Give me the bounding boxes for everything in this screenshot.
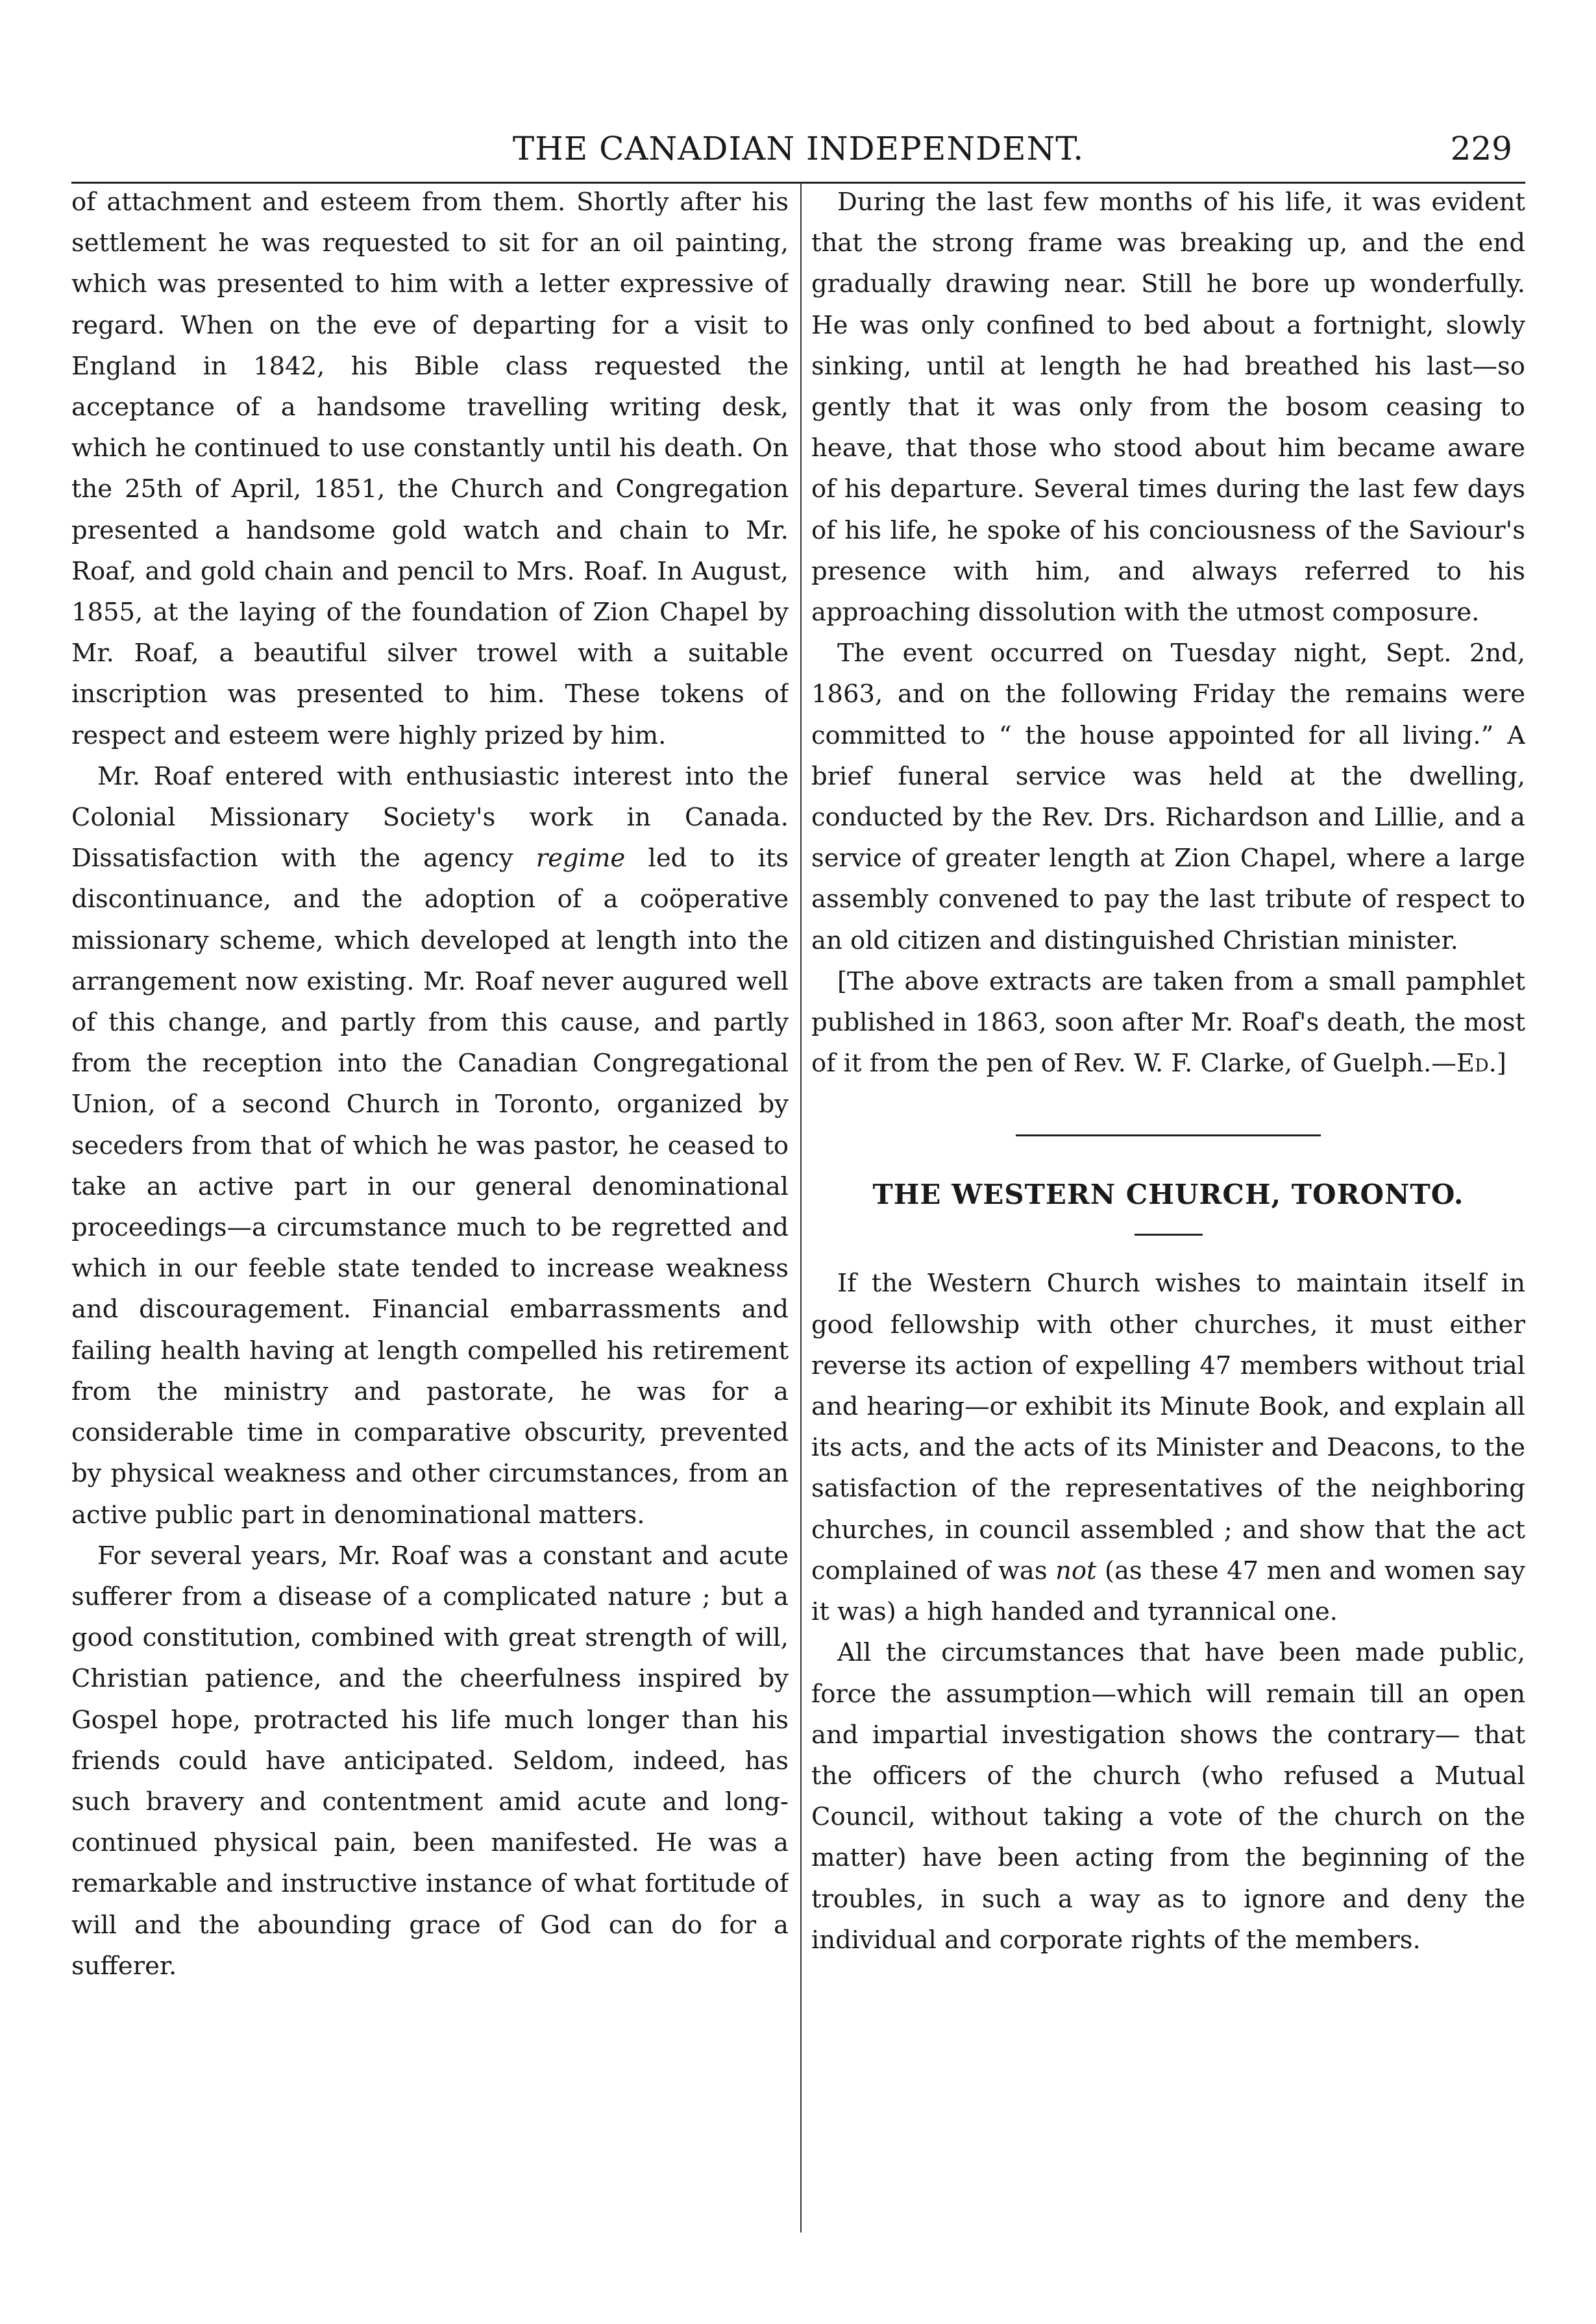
- running-title: THE CANADIAN INDEPENDENT.: [512, 130, 1085, 167]
- paragraph-text: (as these 47 men and women say it was) a high handed and tyrannical one.: [811, 1556, 1525, 1627]
- page-header: [71, 130, 1525, 184]
- paragraph-text: led to its discontinuance, and the adoption of a coöperative missionary scheme, which developed at length into the arrangement now existing. Mr. Roaf never augured well of this change, and partly from this cause, and partly from the reception into the Canadian Congregational Union, of a second Church in Toronto, organized by seceders from that of which he was pastor, he ceased to take an active part in our general denominational proceedings—a circumstance much to be regretted and which in our feeble state tended to increase weakness and discouragement. Financial embarrassments and failing health having at length compelled his retirement from the ministry and pastorate, he was for a considerable time in comparative obscurity, prevented by physical weakness and other circumstances, from an active public part in denominational matters.: [71, 844, 789, 1530]
- left-column: [71, 182, 789, 2258]
- paragraph: [71, 756, 789, 1535]
- paragraph: For several years, Mr. Roaf was a constant and acute sufferer from a disease of a complicated nature ; but a good constitution, combined with great strength of will, Christian patience, and the cheerfulness inspired by Gospel hope, protracted his life much longer than his friends could have anticipated. Seldom, indeed, has such bravery and contentment amid acute and long-continued physical pain, been manifested. He was a remarkable and instructive instance of what fortitude of will and the abounding grace of God can do for a sufferer.: [71, 1541, 789, 1981]
- heading-rule: [1135, 1234, 1203, 1236]
- paragraph: The event occurred on Tuesday night, Sept. 2nd, 1863, and on the following Friday the remains were committed to “ the house appointed for all living.” A brief funeral service was held at the dwelling, conducted by the Rev. Drs. Richardson and Lillie, and a service of greater length at Zion Chapel, where a large assembly convened to pay the last tribute of respect to an old citizen and distinguished Christian minister.: [811, 639, 1525, 955]
- editor-signature: Ed.: [1456, 1049, 1497, 1079]
- paragraph-text: If the Western Church wishes to maintain itself in good fellowship with other churches, it must either reverse its action of expelling 47 members without trial and hearing—or exhibit its Minute Book, and explain all its acts, and the acts of its Minister and Deacons, to the satisfaction of the representatives of the neighboring churches, in council assembled ; and show that the act complained of was: [811, 1269, 1525, 1585]
- text-columns: [71, 182, 1525, 2258]
- italic-word: not: [1055, 1556, 1097, 1585]
- paragraph: All the circumstances that have been made public, force the assumption—which will remain till an open and impartial investigation shows the contrary— that the officers of the church (who refused a Mutual Council, without taking a vote of the church on the matter) have been acting from the beginning of the troubles, in such a way as to ignore and deny the individual and corporate rights of the members.: [811, 1638, 1525, 1955]
- column-divider: [800, 182, 802, 2232]
- page: [71, 130, 1525, 2271]
- editor-note-text: [The above extracts are taken from a small pamphlet published in 1863, soon after Mr. Roaf's death, the most of it from the pen of Rev. W. F. Clarke, of Guelph.—: [811, 966, 1525, 1079]
- paragraph: of attachment and esteem from them. Shortly after his settlement he was requested to sit for an oil painting, which was presented to him with a letter expressive of regard. When on the eve of departing for a visit to England in 1842, his Bible class requested the acceptance of a handsome travelling writing desk, which he continued to use constantly until his death. On the 25th of April, 1851, the Church and Congregation presented a handsome gold watch and chain to Mr. Roaf, and gold chain and pencil to Mrs. Roaf. In August, 1855, at the laying of the foundation of Zion Chapel by Mr. Roaf, a beautiful silver trowel with a suitable inscription was presented to him. These tokens of respect and esteem were highly prized by him.: [71, 188, 789, 750]
- italic-word: regime: [535, 844, 626, 874]
- page-number: 229: [1450, 130, 1512, 167]
- section-heading: THE WESTERN CHURCH, TORONTO.: [872, 1179, 1464, 1211]
- editor-note-bracket: ]: [1496, 1049, 1506, 1079]
- editor-note: [811, 961, 1525, 1084]
- paragraph: [811, 1263, 1525, 1632]
- paragraph-text: Mr. Roaf entered with enthusiastic interest into the Colonial Missionary Society's work in Canada. Dissatisfaction with the agency: [71, 761, 789, 874]
- right-column: [811, 182, 1525, 2258]
- paragraph: During the last few months of his life, it was evident that the strong frame was breaking up, and the end gradually drawing near. Still he bore up wonderfully. He was only confined to bed about a fortnight, slowly sinking, until at length he had breathed his last—so gently that it was only from the bosom ceasing to heave, that those who stood about him became aware of his departure. Several times during the last few days of his life, he spoke of his conciousness of the Saviour's presence with him, and always referred to his approaching dissolution with the utmost composure.: [811, 188, 1525, 628]
- section-separator: [1016, 1134, 1321, 1136]
